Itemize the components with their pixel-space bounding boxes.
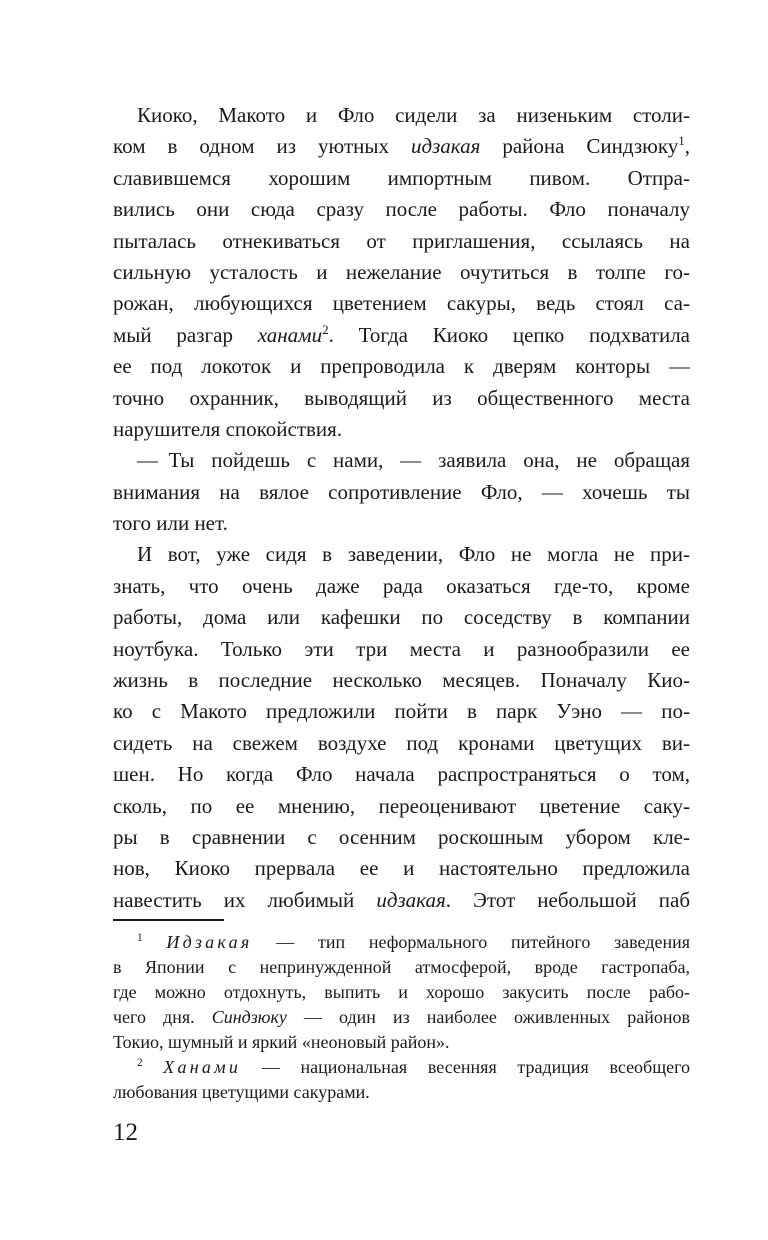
text-line: сидеть на свежем воздухе под кронами цветущих ви-	[113, 730, 690, 755]
text-line: сколь, по ее мнению, переоценивают цветение саку-	[113, 793, 690, 818]
italic-term: Синдзюку	[211, 1007, 287, 1027]
text-line: $^1$ Идзакая — тип неформального питейного заведения	[137, 932, 691, 952]
text-line: И вот, уже сидя в заведении, Фло не могла не при-	[137, 542, 690, 567]
text-line: того или нет.	[113, 511, 228, 536]
text-line: чего дня. Синдзюку — один из наиболее оживленных районов	[113, 1007, 690, 1027]
text-line: нов, Киоко прервала ее и настоятельно предложила	[113, 856, 690, 881]
text-line: навестить их любимый идзакая. Этот небольшой паб	[113, 887, 691, 912]
footnote-reference-mark: 2	[322, 321, 329, 337]
text-line: рожан, любующихся цветением сакуры, ведь стоял са-	[113, 291, 690, 316]
text-line: — Ты пойдешь с нами, — заявила она, не обращая	[137, 448, 690, 473]
text-line: знать, что очень даже рада оказаться где-то, кроме	[113, 573, 690, 598]
text-line: ры в сравнении с осенним роскошным убором кле-	[113, 824, 690, 849]
text-line: вились они сюда сразу после работы. Фло поначалу	[113, 197, 690, 222]
footnote-separator-rule	[113, 919, 224, 921]
text-line: $^2$ Ханами — национальная весенняя традиция всеобщего	[137, 1057, 691, 1077]
text-line: ноутбука. Только эти три места и разнообразили ее	[113, 636, 690, 661]
text-line: мый разгар ханами$^2$. Тогда Киоко цепко подхватила	[113, 321, 690, 347]
footnote-reference-mark: 1	[137, 932, 143, 944]
text-line: любования цветущими сакурами.	[113, 1082, 370, 1102]
footnotes-block	[113, 930, 690, 1105]
italic-term: идзакая	[410, 134, 481, 159]
main-text-block	[113, 100, 690, 916]
text-line: пыталась отнекиваться от приглашения, ссылаясь на	[113, 228, 690, 253]
text-line: ее под локоток и препроводила к дверям конторы —	[113, 354, 690, 379]
italic-term: ханами	[257, 322, 323, 347]
text-line: ко с Макото предложили пойти в парк Уэно — по-	[113, 699, 690, 724]
page-number: 12	[113, 1119, 138, 1146]
text-line: жизнь в последние несколько месяцев. Поначалу Кио-	[113, 668, 690, 693]
text-line: где можно отдохнуть, выпить и хорошо закусить после рабо-	[113, 982, 690, 1002]
footnote-reference-mark: 2	[137, 1057, 143, 1069]
text-line: Киоко, Макото и Фло сидели за низеньким столи-	[137, 103, 690, 127]
text-line: славившемся хорошим импортным пивом. Отпра-	[113, 165, 690, 190]
text-line: шен. Но когда Фло начала распространяться о том,	[113, 762, 690, 787]
italic-term: идзакая	[376, 887, 446, 912]
footnotes-section	[113, 919, 690, 1105]
text-line: сильную усталость и нежелание очутиться в толпе го-	[113, 259, 690, 284]
text-line: внимания на вялое сопротивление Фло, — хочешь ты	[113, 479, 690, 504]
text-line: ком в одном из уютных идзакая района Синдзюку$^1$,	[113, 133, 690, 159]
text-line: работы, дома или кафешки по соседству в компании	[113, 605, 690, 630]
footnote-reference-mark: 1	[678, 133, 685, 149]
text-line: Токио, шумный и яркий «неоновый район».	[113, 1032, 450, 1052]
text-line: в Японии с непринужденной атмосферой, вроде гастропаба,	[113, 957, 690, 977]
italic-term: Ханами	[163, 1057, 242, 1077]
text-line: нарушителя спокойствия.	[113, 416, 343, 441]
text-line: точно охранник, выводящий из общественного места	[113, 385, 690, 410]
italic-term: Идзакая	[166, 932, 253, 952]
